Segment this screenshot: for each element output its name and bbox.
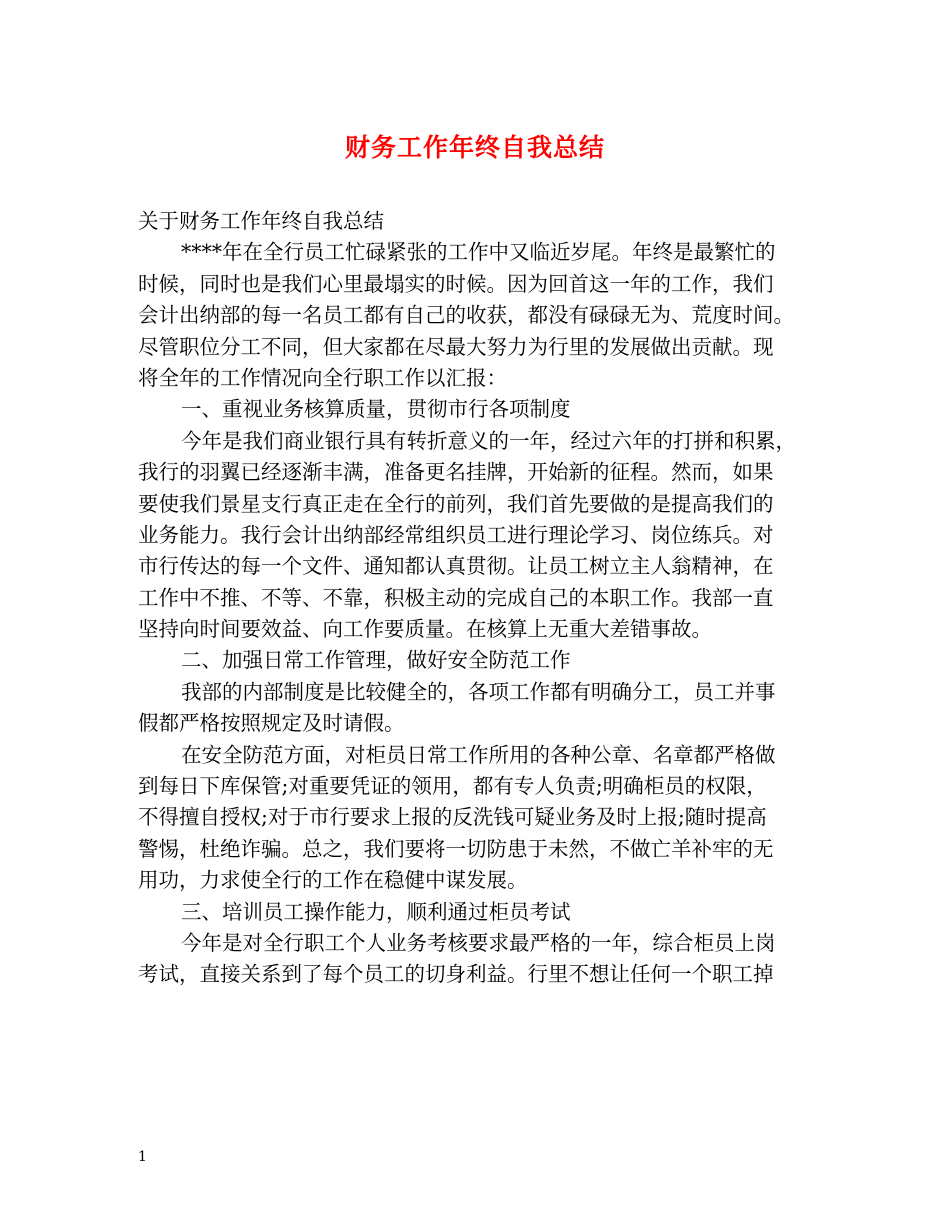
text-line: 今年是我们商业银行具有转折意义的一年，经过六年的打拼和积累， [181, 428, 796, 453]
text-line: 业务能力。我行会计出纳部经常组织员工进行理论学习、岗位练兵。对 [138, 522, 774, 547]
section-heading: 三、培训员工操作能力，顺利通过柜员考试 [181, 899, 571, 924]
text-line: 坚持向时间要效益、向工作要质量。在核算上无重大差错事故。 [138, 617, 712, 642]
text-line: 在安全防范方面，对柜员日常工作所用的各种公章、名章都严格做 [181, 742, 776, 767]
text-line: 假都严格按照规定及时请假。 [138, 711, 405, 736]
text-line: ****年在全行员工忙碌紧张的工作中又临近岁尾。年终是最繁忙的 [181, 240, 776, 265]
text-line: 时候，同时也是我们心里最塌实的时候。因为回首这一年的工作，我们 [138, 271, 774, 296]
text-line: 会计出纳部的每一名员工都有自己的收获，都没有碌碌无为、荒度时间。 [138, 303, 794, 328]
page-number: 1 [138, 1149, 147, 1165]
text-line: 将全年的工作情况向全行职工作以汇报： [138, 365, 507, 390]
text-line: 不得擅自授权;对于市行要求上报的反洗钱可疑业务及时上报;随时提高 [138, 805, 767, 830]
text-line: 要使我们景星支行真正走在全行的前列，我们首先要做的是提高我们的 [138, 491, 774, 516]
section-heading: 二、加强日常工作管理，做好安全防范工作 [181, 648, 571, 673]
section-heading: 一、重视业务核算质量，贯彻市行各项制度 [181, 397, 571, 422]
text-line: 警惕，杜绝诈骗。总之，我们要将一切防患于未然，不做亡羊补牢的无 [138, 836, 774, 861]
text-line: 用功，力求使全行的工作在稳健中谋发展。 [138, 868, 528, 893]
text-line: 我部的内部制度是比较健全的，各项工作都有明确分工，员工并事 [181, 679, 776, 704]
text-line: 我行的羽翼已经逐渐丰满，准备更名挂牌，开始新的征程。然而，如果 [138, 460, 774, 485]
text-line: 到每日下库保管;对重要凭证的领用，都有专人负责;明确柜员的权限， [138, 774, 767, 799]
text-line: 今年是对全行职工个人业务考核要求最严格的一年，综合柜员上岗 [181, 930, 776, 955]
text-line: 考试，直接关系到了每个员工的切身利益。行里不想让任何一个职工掉 [138, 962, 774, 987]
text-line: 市行传达的每一个文件、通知都认真贯彻。让员工树立主人翁精神，在 [138, 554, 774, 579]
document-body [138, 206, 816, 991]
document-title: 财务工作年终自我总结 [344, 133, 605, 162]
text-line: 尽管职位分工不同，但大家都在尽最大努力为行里的发展做出贡献。现 [138, 334, 774, 359]
text-line: 工作中不推、不等、不靠，积极主动的完成自己的本职工作。我部一直 [138, 585, 774, 610]
text-line: 关于财务工作年终自我总结 [138, 209, 384, 233]
